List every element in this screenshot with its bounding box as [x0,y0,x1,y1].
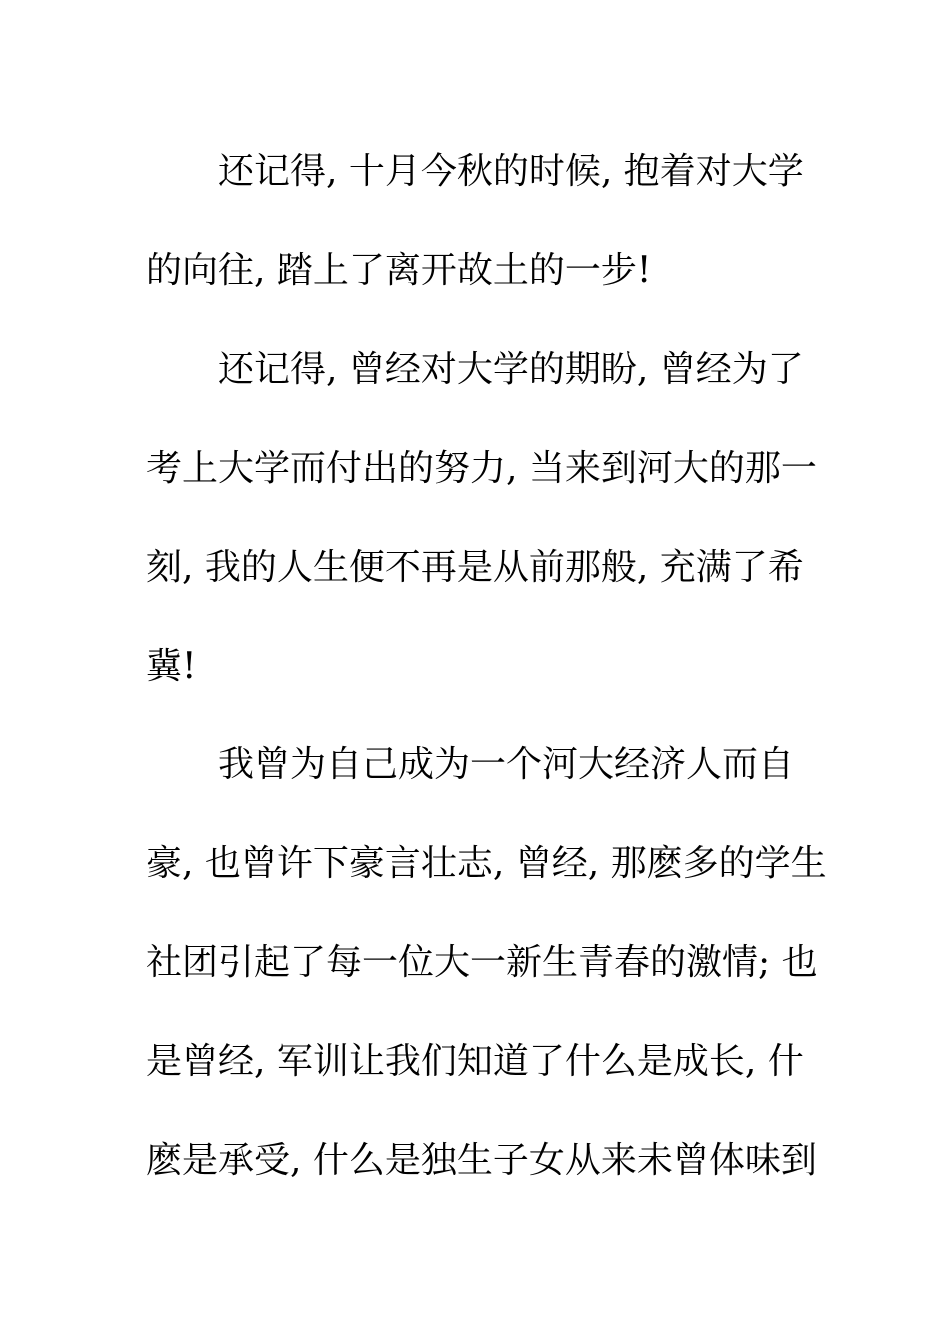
paragraph-line: 考上大学而付出的努力, 当来到河大的那一 [146,447,817,489]
paragraph-1 [146,123,806,321]
paragraph-line: 冀! [146,645,197,687]
paragraph-3 [146,716,827,1211]
paragraph-line: 豪, 也曾许下豪言壮志, 曾经, 那麽多的学生 [146,843,827,885]
paragraph-line: 还记得, 曾经对大学的期盼, 曾经为了 [218,348,804,390]
paragraph-line: 是曾经, 军训让我们知道了什么是成长, 什 [146,1041,804,1083]
paragraph-line: 还记得, 十月今秋的时候, 抱着对大学 [218,151,804,192]
paragraph-line: 社团引起了每一位大一新生青春的激情; 也 [146,942,818,984]
paragraph-line: 麽是承受, 什么是独生子女从来未曾体味到 [146,1140,817,1182]
document-body [146,123,827,1211]
paragraph-2 [146,321,817,717]
paragraph-line: 我曾为自己成为一个河大经济人而自 [218,744,795,786]
paragraph-line: 刻, 我的人生便不再是从前那般, 充满了希 [146,546,804,588]
paragraph-line: 的向往, 踏上了离开故土的一步! [146,249,652,291]
